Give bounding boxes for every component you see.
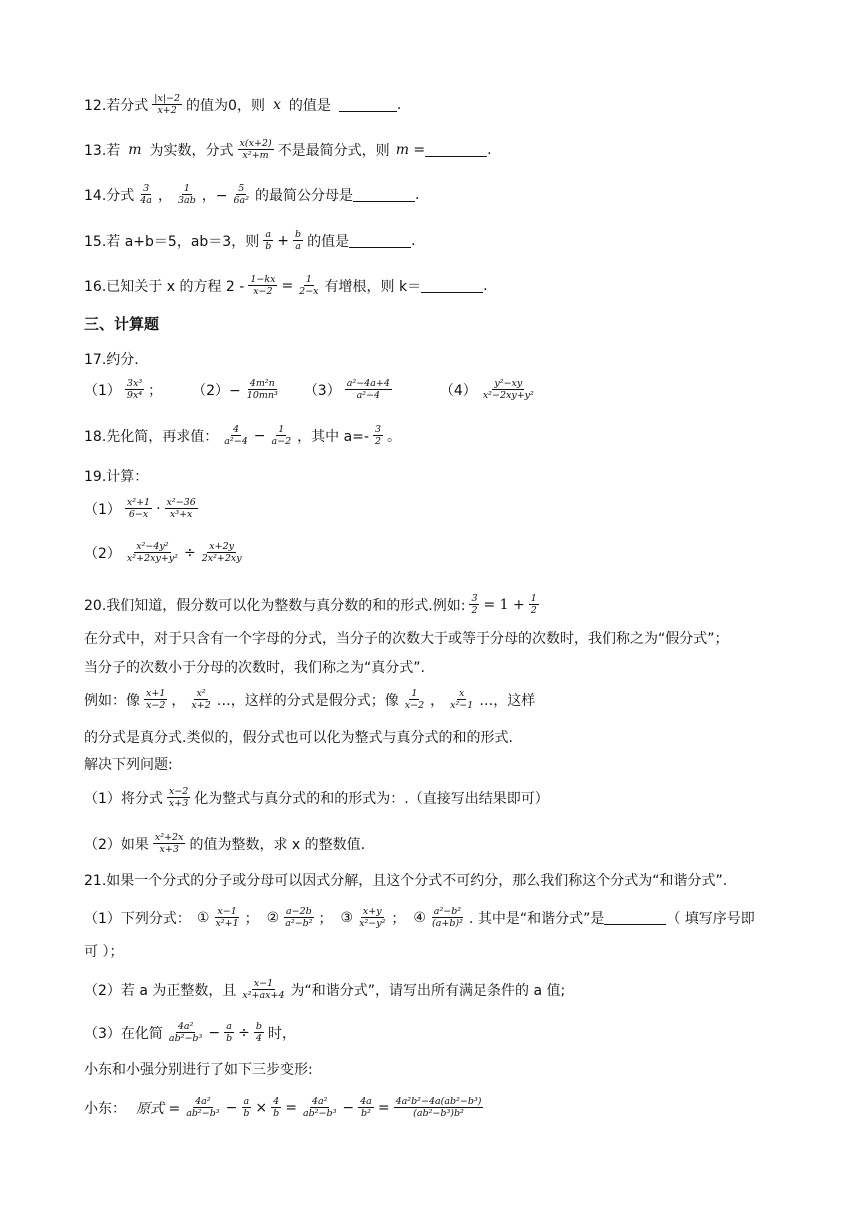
q20-part2	[84, 832, 365, 855]
q21-part2	[84, 978, 565, 1001]
q17-title: 17.约分.	[84, 352, 139, 368]
q17-parts	[84, 378, 540, 401]
q12-var: x	[272, 96, 281, 113]
q18-fraction-1: $\frac{4}{\text{a²−4}}$	[224, 424, 248, 447]
q14-post: 的最简公分母是	[255, 187, 354, 204]
q19-part1-label: （1）	[84, 501, 121, 518]
q21-xiaodong-label: 小东：	[84, 1100, 126, 1117]
q20-line6: 解决下列问题:	[84, 757, 173, 773]
q19-part2-fraction-a: $\frac{\text{x²−4y²}}{\text{x²+2xy+y²}}$	[126, 541, 178, 564]
q20-part1-prefix: （1）将分式	[84, 790, 163, 807]
q14-fraction-1: $\frac{3}{4a}$	[140, 183, 152, 206]
q19-part1-fraction-b: $\frac{\text{x²−36}}{\text{x³+x}}$	[166, 497, 196, 520]
q20-example-eq: = 1 +	[483, 596, 525, 613]
q18-middle: ，其中 a=-	[297, 428, 369, 445]
q20-line4	[84, 688, 535, 711]
question-13	[84, 138, 492, 161]
q19-divide: ÷	[183, 544, 196, 561]
q19-part2	[84, 541, 248, 564]
q21-option4-label: ④	[413, 909, 426, 926]
q21-part3	[84, 1021, 296, 1044]
q16-answer-blank[interactable]	[421, 278, 483, 293]
q12-prefix: 12.若分式	[84, 97, 149, 114]
q21-option1-fraction: $\frac{x-1}{\text{x²+1}}$	[215, 906, 239, 929]
q20-l4-fraction-2: $\frac{\text{x²}}{x+2}$	[191, 688, 211, 711]
q21-xd-equals1: =	[285, 1099, 297, 1116]
q21-option2-label: ②	[266, 909, 280, 926]
q20-example-fraction-2: $\frac{1}{2}$	[530, 593, 537, 616]
q21-xiaodong-expr-label: 原式 =	[136, 1100, 181, 1117]
q16-end: .	[483, 277, 488, 294]
q20-l4-fraction-3: $\frac{1}{x-2}$	[404, 688, 425, 711]
q18-end: 。	[387, 428, 402, 445]
question-12	[84, 93, 401, 116]
q21-part3-prefix: （3）在化简	[84, 1025, 163, 1042]
q20-l4-sep2: ，	[430, 692, 445, 709]
q16-post: 有增根，则 k＝	[324, 278, 422, 295]
q21-part3-fraction-1: $\frac{\text{4a²}}{\text{ab²−b³}}$	[168, 1021, 203, 1044]
q14-fraction-2: $\frac{1}{3ab}$	[177, 183, 196, 206]
q20-l4-prefix: 例如：像	[84, 692, 140, 709]
q21-sep3: ；	[391, 910, 406, 927]
q17-part4-fraction: $\frac{\text{y²−xy}}{\text{x²−2xy+y²}}$	[482, 378, 534, 401]
q19-part1	[84, 497, 202, 520]
q13-middle1: 为实数，分式	[149, 142, 234, 159]
q16-prefix: 16.已知关于 x 的方程 2 -	[84, 278, 245, 295]
q14-end: .	[415, 186, 420, 203]
q14-sep1: ，	[157, 187, 172, 204]
section-heading: 三、计算题	[84, 315, 160, 333]
q21-option1-label: ①	[196, 909, 210, 926]
q21-part1	[84, 906, 755, 929]
q20-l4-sep: ，	[171, 692, 186, 709]
q19-dot: ·	[156, 500, 161, 517]
q21-part2-post: 为“和谐分式”，请写出所有满足条件的 a 值;	[290, 982, 566, 999]
q20-part2-fraction: $\frac{\text{x²+2x}}{x+3}$	[154, 832, 184, 855]
q14-answer-blank[interactable]	[353, 187, 415, 202]
question-18	[84, 424, 401, 447]
q18-minus: −	[253, 427, 266, 444]
q21-option3-label: ③	[340, 909, 354, 926]
q13-middle2: 不是最简分式，则	[277, 142, 390, 159]
q13-var2: m =	[395, 141, 426, 158]
q20-intro: 20.我们知道，假分数可以化为整数与真分数的和的形式.例如:	[84, 597, 466, 614]
q17-part3-label: （3）	[303, 382, 341, 399]
q20-part1	[84, 786, 549, 809]
q21-xd-fraction-1: $\frac{\text{4a²}}{\text{ab²−b³}}$	[186, 1096, 220, 1119]
q19-part2-label: （2）	[84, 545, 121, 562]
q13-fraction: $\frac{x(x+2)}{\text{x²+m}}$	[239, 138, 272, 161]
q20-example-fraction: $\frac{3}{2}$	[471, 593, 478, 616]
q15-answer-blank[interactable]	[349, 233, 411, 248]
q19-title: 19.计算：	[84, 469, 149, 485]
q21-option4-fraction: $\frac{\text{a²−b²}}{\text{(a+b)²}}$	[431, 906, 463, 929]
q20-l4-end: …，这样	[479, 692, 536, 709]
q15-fraction-2: $\frac{b}{a}$	[295, 229, 302, 252]
q21-option2-fraction: $\frac{a-2b}{\text{a²−b²}}$	[285, 906, 313, 929]
q13-var: m	[128, 141, 142, 158]
q21-xd-fraction-6: $\frac{\text{4a²b²−4a(ab²−b³)}}{\text{(ab²−b³)b²}}$	[395, 1096, 482, 1119]
q21-xd-times: ×	[255, 1099, 268, 1116]
q15-end: .	[411, 232, 416, 249]
question-15	[84, 229, 416, 252]
q21-sep2: ；	[318, 910, 333, 927]
q17-part3-fraction: $\frac{\text{a²−4a+4}}{\text{a²−4}}$	[346, 378, 390, 401]
q17-part2-fraction: $\frac{\text{4m²n}}{\text{10mn³}}$	[246, 378, 278, 401]
q16-equals: =	[281, 277, 294, 294]
q20-line3: 当分子的次数小于分母的次数时，我们称之为“真分式”.	[84, 660, 425, 676]
q21-xd-equals2: =	[377, 1099, 390, 1116]
q20-l4-fraction-4: $\frac{x}{\text{x²−1}}$	[450, 688, 474, 711]
q17-part4-label: （4）	[439, 382, 477, 399]
q16-fraction-1: $\frac{1-kx}{x-2}$	[250, 274, 276, 297]
q14-sep2: ，−	[201, 187, 228, 204]
q19-part1-fraction-a: $\frac{\text{x²+1}}{6-x}$	[126, 497, 151, 520]
q21-part3-fraction-2: $\frac{a}{b}$	[226, 1021, 233, 1044]
q20-line5: 的分式是真分式.类似的，假分式也可以化为整式与真分式的和的形式.	[84, 730, 513, 746]
q20-l4-fraction-1: $\frac{x+1}{x-2}$	[146, 688, 166, 711]
q21-part3-minus: −	[208, 1024, 221, 1041]
q21-xd-fraction-3: $\frac{4}{b}$	[273, 1096, 280, 1119]
q14-fraction-3: $\frac{5}{\text{6a²}}$	[233, 183, 250, 206]
q21-part1-continued: 可 ）；	[84, 944, 124, 960]
q20-line2: 在分式中，对于只含有一个字母的分式，当分子的次数大于或等于分母的次数时，我们称之为“假分式”；	[84, 631, 729, 647]
q12-post: 的值是	[288, 97, 331, 114]
q18-fraction-2: $\frac{1}{a-2}$	[271, 424, 292, 447]
q19-part2-fraction-b: $\frac{x+2y}{\text{2x²+2xy}}$	[201, 541, 242, 564]
q21-xiaodong-line	[84, 1096, 487, 1119]
q17-part1-end: ；	[148, 382, 163, 399]
q14-prefix: 14.分式	[84, 187, 135, 204]
q20-part1-post: 化为整式与真分式的和的形式为：.（直接写出结果即可）	[194, 790, 549, 807]
q12-fraction: $\frac{|x|-2}{x+2}$	[154, 93, 181, 116]
q13-answer-blank[interactable]	[425, 142, 487, 157]
q21-xd-fraction-2: $\frac{a}{b}$	[243, 1096, 250, 1119]
q12-answer-blank[interactable]	[339, 97, 397, 112]
q15-prefix: 15.若 a+b＝5，ab＝3，则	[84, 233, 260, 250]
q17-part2-label: （2）−	[192, 382, 241, 399]
q12-middle: 的值为0，则	[186, 97, 265, 114]
q20-l4-middle: …，这样的分式是假分式；像	[216, 692, 399, 709]
q21-part3-fraction-3: $\frac{b}{4}$	[255, 1021, 262, 1044]
q21-part3-post: 时，	[267, 1025, 296, 1042]
q21-xd-minus2: −	[342, 1099, 355, 1116]
q21-part1-end: （ 填写序号即	[666, 910, 755, 927]
q21-part2-fraction: $\frac{x-1}{\text{x²+ax+4}}$	[242, 978, 285, 1001]
q15-fraction-1: $\frac{a}{b}$	[265, 229, 272, 252]
q20-part2-prefix: （2）如果	[84, 836, 149, 853]
q13-prefix: 13.若	[84, 142, 121, 159]
q20-part1-fraction: $\frac{x-2}{x+3}$	[168, 786, 189, 809]
q21-answer-blank[interactable]	[604, 910, 666, 925]
q21-intro-line: 小东和小强分别进行了如下三步变形:	[84, 1062, 313, 1078]
q15-post: 的值是	[307, 233, 350, 250]
q21-xd-fraction-4: $\frac{\text{4a²}}{\text{ab²−b³}}$	[302, 1096, 337, 1119]
q18-fraction-3: $\frac{3}{2}$	[374, 424, 382, 447]
q21-xd-fraction-5: $\frac{4a}{\text{b²}}$	[360, 1096, 372, 1119]
q21-xd-minus1: −	[225, 1099, 238, 1116]
q21-part1-post: . 其中是“和谐分式”是	[468, 910, 605, 927]
q15-plus: +	[277, 232, 290, 249]
question-14	[84, 183, 420, 206]
q17-part1-label: （1）	[84, 382, 121, 399]
q13-end: .	[487, 141, 492, 158]
q21-part2-prefix: （2）若 a 为正整数，且	[84, 982, 237, 999]
q20-part2-post: 的值为整数，求 x 的整数值.	[189, 836, 366, 853]
q16-fraction-2: $\frac{1}{2-x}$	[299, 274, 319, 297]
q21-part1-prefix: （1）下列分式：	[84, 910, 191, 927]
q21-option3-fraction: $\frac{x+y}{\text{x²−y²}}$	[359, 906, 386, 929]
q21-line1: 21.如果一个分式的分子或分母可以因式分解，且这个分式不可约分，那么我们称这个分式为“和谐分式”.	[84, 873, 728, 889]
q17-part1-fraction: $\frac{\text{3x³}}{\text{9x⁴}}$	[126, 378, 143, 401]
q20-line1	[84, 593, 543, 616]
q18-prefix: 18.先化简，再求值：	[84, 428, 219, 445]
q21-sep1: ；	[244, 910, 259, 927]
q21-part3-divide: ÷	[238, 1024, 250, 1041]
question-16	[84, 274, 488, 297]
q12-end: .	[396, 96, 402, 113]
